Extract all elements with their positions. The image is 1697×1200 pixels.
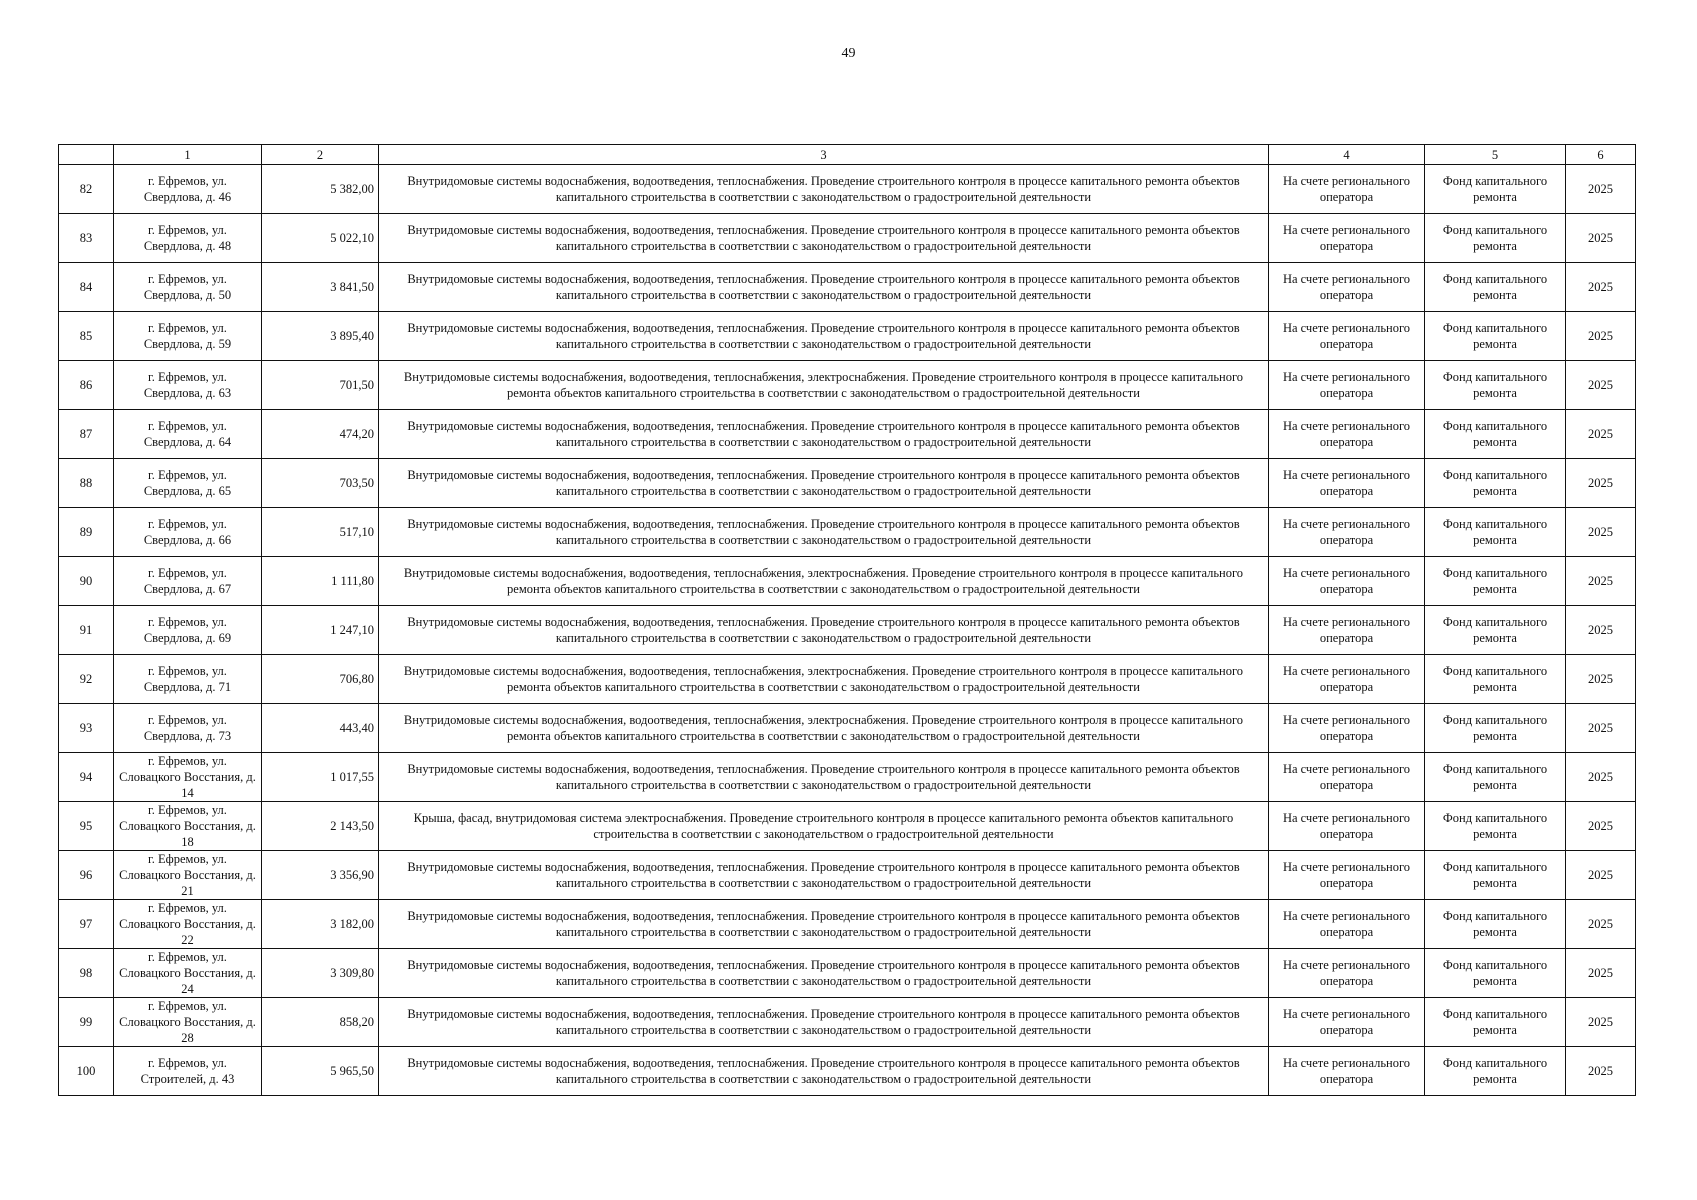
address-cell: г. Ефремов, ул. Свердлова, д. 67 xyxy=(114,557,262,606)
table-row xyxy=(59,557,1636,606)
work-description-cell: Внутридомовые системы водоснабжения, водоотведения, теплоснабжения. Проведение строительного контроля в процессе капитального ремонта объектов капитального строительства в соответствии с законодательством о градостроительной деятельности xyxy=(379,606,1269,655)
amount-cell: 3 356,90 xyxy=(262,851,379,900)
funding-source-cell: На счете регионального оператора xyxy=(1269,361,1425,410)
amount-cell: 5 965,50 xyxy=(262,1047,379,1096)
work-description-cell: Внутридомовые системы водоснабжения, водоотведения, теплоснабжения. Проведение строительного контроля в процессе капитального ремонта объектов капитального строительства в соответствии с законодательством о градостроительной деятельности xyxy=(379,214,1269,263)
fund-cell: Фонд капитального ремонта xyxy=(1425,1047,1566,1096)
funding-source-cell: На счете регионального оператора xyxy=(1269,263,1425,312)
work-description-cell: Внутридомовые системы водоснабжения, водоотведения, теплоснабжения, электроснабжения. Проведение строительного контроля в процессе капитального ремонта объектов капитального строительства в соответствии с законодательством о градостроительной деятельности xyxy=(379,655,1269,704)
fund-cell: Фонд капитального ремонта xyxy=(1425,655,1566,704)
row-number: 83 xyxy=(59,214,114,263)
table-row xyxy=(59,263,1636,312)
address-cell: г. Ефремов, ул. Свердлова, д. 48 xyxy=(114,214,262,263)
amount-cell: 3 841,50 xyxy=(262,263,379,312)
address-cell: г. Ефремов, ул. Свердлова, д. 65 xyxy=(114,459,262,508)
funding-source-cell: На счете регионального оператора xyxy=(1269,557,1425,606)
row-number: 90 xyxy=(59,557,114,606)
table-row xyxy=(59,312,1636,361)
work-description-cell: Внутридомовые системы водоснабжения, водоотведения, теплоснабжения. Проведение строительного контроля в процессе капитального ремонта объектов капитального строительства в соответствии с законодательством о градостроительной деятельности xyxy=(379,165,1269,214)
fund-cell: Фонд капитального ремонта xyxy=(1425,214,1566,263)
address-cell: г. Ефремов, ул. Свердлова, д. 71 xyxy=(114,655,262,704)
table-body xyxy=(59,165,1636,1096)
row-number: 100 xyxy=(59,1047,114,1096)
year-cell: 2025 xyxy=(1566,557,1636,606)
amount-cell: 703,50 xyxy=(262,459,379,508)
header-cell-4: 4 xyxy=(1269,145,1425,165)
header-cell-6: 6 xyxy=(1566,145,1636,165)
fund-cell: Фонд капитального ремонта xyxy=(1425,851,1566,900)
row-number: 87 xyxy=(59,410,114,459)
year-cell: 2025 xyxy=(1566,361,1636,410)
fund-cell: Фонд капитального ремонта xyxy=(1425,802,1566,851)
year-cell: 2025 xyxy=(1566,998,1636,1047)
work-description-cell: Внутридомовые системы водоснабжения, водоотведения, теплоснабжения. Проведение строительного контроля в процессе капитального ремонта объектов капитального строительства в соответствии с законодательством о градостроительной деятельности xyxy=(379,851,1269,900)
year-cell: 2025 xyxy=(1566,606,1636,655)
table-row xyxy=(59,802,1636,851)
amount-cell: 2 143,50 xyxy=(262,802,379,851)
work-description-cell: Внутридомовые системы водоснабжения, водоотведения, теплоснабжения. Проведение строительного контроля в процессе капитального ремонта объектов капитального строительства в соответствии с законодательством о градостроительной деятельности xyxy=(379,949,1269,998)
table-row xyxy=(59,949,1636,998)
amount-cell: 1 111,80 xyxy=(262,557,379,606)
header-cell-5: 5 xyxy=(1425,145,1566,165)
work-description-cell: Внутридомовые системы водоснабжения, водоотведения, теплоснабжения. Проведение строительного контроля в процессе капитального ремонта объектов капитального строительства в соответствии с законодательством о градостроительной деятельности xyxy=(379,753,1269,802)
row-number: 84 xyxy=(59,263,114,312)
year-cell: 2025 xyxy=(1566,949,1636,998)
work-description-cell: Внутридомовые системы водоснабжения, водоотведения, теплоснабжения, электроснабжения. Проведение строительного контроля в процессе капитального ремонта объектов капитального строительства в соответствии с законодательством о градостроительной деятельности xyxy=(379,704,1269,753)
table-row xyxy=(59,998,1636,1047)
table-row xyxy=(59,214,1636,263)
table-row xyxy=(59,508,1636,557)
table-row xyxy=(59,1047,1636,1096)
table-row xyxy=(59,900,1636,949)
header-cell-1: 1 xyxy=(114,145,262,165)
work-description-cell: Внутридомовые системы водоснабжения, водоотведения, теплоснабжения. Проведение строительного контроля в процессе капитального ремонта объектов капитального строительства в соответствии с законодательством о градостроительной деятельности xyxy=(379,410,1269,459)
table-header xyxy=(59,145,1636,165)
address-cell: г. Ефремов, ул. Свердлова, д. 46 xyxy=(114,165,262,214)
amount-cell: 3 895,40 xyxy=(262,312,379,361)
header-cell-blank xyxy=(59,145,114,165)
row-number: 85 xyxy=(59,312,114,361)
year-cell: 2025 xyxy=(1566,165,1636,214)
address-cell: г. Ефремов, ул. Словацкого Восстания, д. 24 xyxy=(114,949,262,998)
address-cell: г. Ефремов, ул. Строителей, д. 43 xyxy=(114,1047,262,1096)
work-description-cell: Внутридомовые системы водоснабжения, водоотведения, теплоснабжения, электроснабжения. Проведение строительного контроля в процессе капитального ремонта объектов капитального строительства в соответствии с законодательством о градостроительной деятельности xyxy=(379,557,1269,606)
fund-cell: Фонд капитального ремонта xyxy=(1425,459,1566,508)
fund-cell: Фонд капитального ремонта xyxy=(1425,312,1566,361)
row-number: 88 xyxy=(59,459,114,508)
row-number: 98 xyxy=(59,949,114,998)
amount-cell: 443,40 xyxy=(262,704,379,753)
repair-table xyxy=(58,144,1636,1096)
fund-cell: Фонд капитального ремонта xyxy=(1425,557,1566,606)
page-number: 49 xyxy=(841,46,856,61)
year-cell: 2025 xyxy=(1566,312,1636,361)
amount-cell: 5 382,00 xyxy=(262,165,379,214)
table-row xyxy=(59,361,1636,410)
address-cell: г. Ефремов, ул. Свердлова, д. 69 xyxy=(114,606,262,655)
table-row xyxy=(59,410,1636,459)
amount-cell: 517,10 xyxy=(262,508,379,557)
year-cell: 2025 xyxy=(1566,410,1636,459)
row-number: 95 xyxy=(59,802,114,851)
funding-source-cell: На счете регионального оператора xyxy=(1269,214,1425,263)
work-description-cell: Внутридомовые системы водоснабжения, водоотведения, теплоснабжения. Проведение строительного контроля в процессе капитального ремонта объектов капитального строительства в соответствии с законодательством о градостроительной деятельности xyxy=(379,900,1269,949)
funding-source-cell: На счете регионального оператора xyxy=(1269,410,1425,459)
work-description-cell: Внутридомовые системы водоснабжения, водоотведения, теплоснабжения. Проведение строительного контроля в процессе капитального ремонта объектов капитального строительства в соответствии с законодательством о градостроительной деятельности xyxy=(379,508,1269,557)
row-number: 92 xyxy=(59,655,114,704)
amount-cell: 701,50 xyxy=(262,361,379,410)
amount-cell: 858,20 xyxy=(262,998,379,1047)
fund-cell: Фонд капитального ремонта xyxy=(1425,998,1566,1047)
row-number: 93 xyxy=(59,704,114,753)
work-description-cell: Внутридомовые системы водоснабжения, водоотведения, теплоснабжения. Проведение строительного контроля в процессе капитального ремонта объектов капитального строительства в соответствии с законодательством о градостроительной деятельности xyxy=(379,263,1269,312)
amount-cell: 3 182,00 xyxy=(262,900,379,949)
row-number: 82 xyxy=(59,165,114,214)
amount-cell: 1 017,55 xyxy=(262,753,379,802)
funding-source-cell: На счете регионального оператора xyxy=(1269,900,1425,949)
row-number: 99 xyxy=(59,998,114,1047)
funding-source-cell: На счете регионального оператора xyxy=(1269,704,1425,753)
year-cell: 2025 xyxy=(1566,753,1636,802)
funding-source-cell: На счете регионального оператора xyxy=(1269,655,1425,704)
fund-cell: Фонд капитального ремонта xyxy=(1425,165,1566,214)
year-cell: 2025 xyxy=(1566,1047,1636,1096)
table-row xyxy=(59,851,1636,900)
year-cell: 2025 xyxy=(1566,214,1636,263)
amount-cell: 5 022,10 xyxy=(262,214,379,263)
fund-cell: Фонд капитального ремонта xyxy=(1425,900,1566,949)
address-cell: г. Ефремов, ул. Свердлова, д. 50 xyxy=(114,263,262,312)
fund-cell: Фонд капитального ремонта xyxy=(1425,361,1566,410)
work-description-cell: Внутридомовые системы водоснабжения, водоотведения, теплоснабжения. Проведение строительного контроля в процессе капитального ремонта объектов капитального строительства в соответствии с законодательством о градостроительной деятельности xyxy=(379,459,1269,508)
table-row xyxy=(59,459,1636,508)
funding-source-cell: На счете регионального оператора xyxy=(1269,998,1425,1047)
address-cell: г. Ефремов, ул. Свердлова, д. 59 xyxy=(114,312,262,361)
year-cell: 2025 xyxy=(1566,802,1636,851)
funding-source-cell: На счете регионального оператора xyxy=(1269,165,1425,214)
address-cell: г. Ефремов, ул. Словацкого Восстания, д. 21 xyxy=(114,851,262,900)
fund-cell: Фонд капитального ремонта xyxy=(1425,949,1566,998)
year-cell: 2025 xyxy=(1566,900,1636,949)
amount-cell: 3 309,80 xyxy=(262,949,379,998)
work-description-cell: Внутридомовые системы водоснабжения, водоотведения, теплоснабжения. Проведение строительного контроля в процессе капитального ремонта объектов капитального строительства в соответствии с законодательством о градостроительной деятельности xyxy=(379,1047,1269,1096)
work-description-cell: Крыша, фасад, внутридомовая система электроснабжения. Проведение строительного контроля в процессе капитального ремонта объектов капитального строительства в соответствии с законодательством о градостроительной деятельности xyxy=(379,802,1269,851)
funding-source-cell: На счете регионального оператора xyxy=(1269,606,1425,655)
row-number: 91 xyxy=(59,606,114,655)
funding-source-cell: На счете регионального оператора xyxy=(1269,949,1425,998)
funding-source-cell: На счете регионального оператора xyxy=(1269,1047,1425,1096)
table-row xyxy=(59,165,1636,214)
address-cell: г. Ефремов, ул. Словацкого Восстания, д. 28 xyxy=(114,998,262,1047)
row-number: 86 xyxy=(59,361,114,410)
funding-source-cell: На счете регионального оператора xyxy=(1269,508,1425,557)
year-cell: 2025 xyxy=(1566,459,1636,508)
fund-cell: Фонд капитального ремонта xyxy=(1425,704,1566,753)
year-cell: 2025 xyxy=(1566,704,1636,753)
amount-cell: 706,80 xyxy=(262,655,379,704)
row-number: 96 xyxy=(59,851,114,900)
work-description-cell: Внутридомовые системы водоснабжения, водоотведения, теплоснабжения. Проведение строительного контроля в процессе капитального ремонта объектов капитального строительства в соответствии с законодательством о градостроительной деятельности xyxy=(379,312,1269,361)
address-cell: г. Ефремов, ул. Свердлова, д. 63 xyxy=(114,361,262,410)
year-cell: 2025 xyxy=(1566,851,1636,900)
work-description-cell: Внутридомовые системы водоснабжения, водоотведения, теплоснабжения. Проведение строительного контроля в процессе капитального ремонта объектов капитального строительства в соответствии с законодательством о градостроительной деятельности xyxy=(379,998,1269,1047)
fund-cell: Фонд капитального ремонта xyxy=(1425,410,1566,459)
table-row xyxy=(59,606,1636,655)
fund-cell: Фонд капитального ремонта xyxy=(1425,753,1566,802)
funding-source-cell: На счете регионального оператора xyxy=(1269,459,1425,508)
address-cell: г. Ефремов, ул. Словацкого Восстания, д. 22 xyxy=(114,900,262,949)
header-row xyxy=(59,145,1636,165)
year-cell: 2025 xyxy=(1566,508,1636,557)
address-cell: г. Ефремов, ул. Свердлова, д. 66 xyxy=(114,508,262,557)
row-number: 94 xyxy=(59,753,114,802)
fund-cell: Фонд капитального ремонта xyxy=(1425,508,1566,557)
table-row xyxy=(59,704,1636,753)
year-cell: 2025 xyxy=(1566,263,1636,312)
row-number: 89 xyxy=(59,508,114,557)
address-cell: г. Ефремов, ул. Свердлова, д. 73 xyxy=(114,704,262,753)
funding-source-cell: На счете регионального оператора xyxy=(1269,802,1425,851)
funding-source-cell: На счете регионального оператора xyxy=(1269,851,1425,900)
header-cell-3: 3 xyxy=(379,145,1269,165)
amount-cell: 1 247,10 xyxy=(262,606,379,655)
amount-cell: 474,20 xyxy=(262,410,379,459)
year-cell: 2025 xyxy=(1566,655,1636,704)
table-row xyxy=(59,655,1636,704)
funding-source-cell: На счете регионального оператора xyxy=(1269,753,1425,802)
address-cell: г. Ефремов, ул. Свердлова, д. 64 xyxy=(114,410,262,459)
header-cell-2: 2 xyxy=(262,145,379,165)
work-description-cell: Внутридомовые системы водоснабжения, водоотведения, теплоснабжения, электроснабжения. Проведение строительного контроля в процессе капитального ремонта объектов капитального строительства в соответствии с законодательством о градостроительной деятельности xyxy=(379,361,1269,410)
fund-cell: Фонд капитального ремонта xyxy=(1425,606,1566,655)
address-cell: г. Ефремов, ул. Словацкого Восстания, д. 14 xyxy=(114,753,262,802)
fund-cell: Фонд капитального ремонта xyxy=(1425,263,1566,312)
table-row xyxy=(59,753,1636,802)
address-cell: г. Ефремов, ул. Словацкого Восстания, д. 18 xyxy=(114,802,262,851)
funding-source-cell: На счете регионального оператора xyxy=(1269,312,1425,361)
row-number: 97 xyxy=(59,900,114,949)
